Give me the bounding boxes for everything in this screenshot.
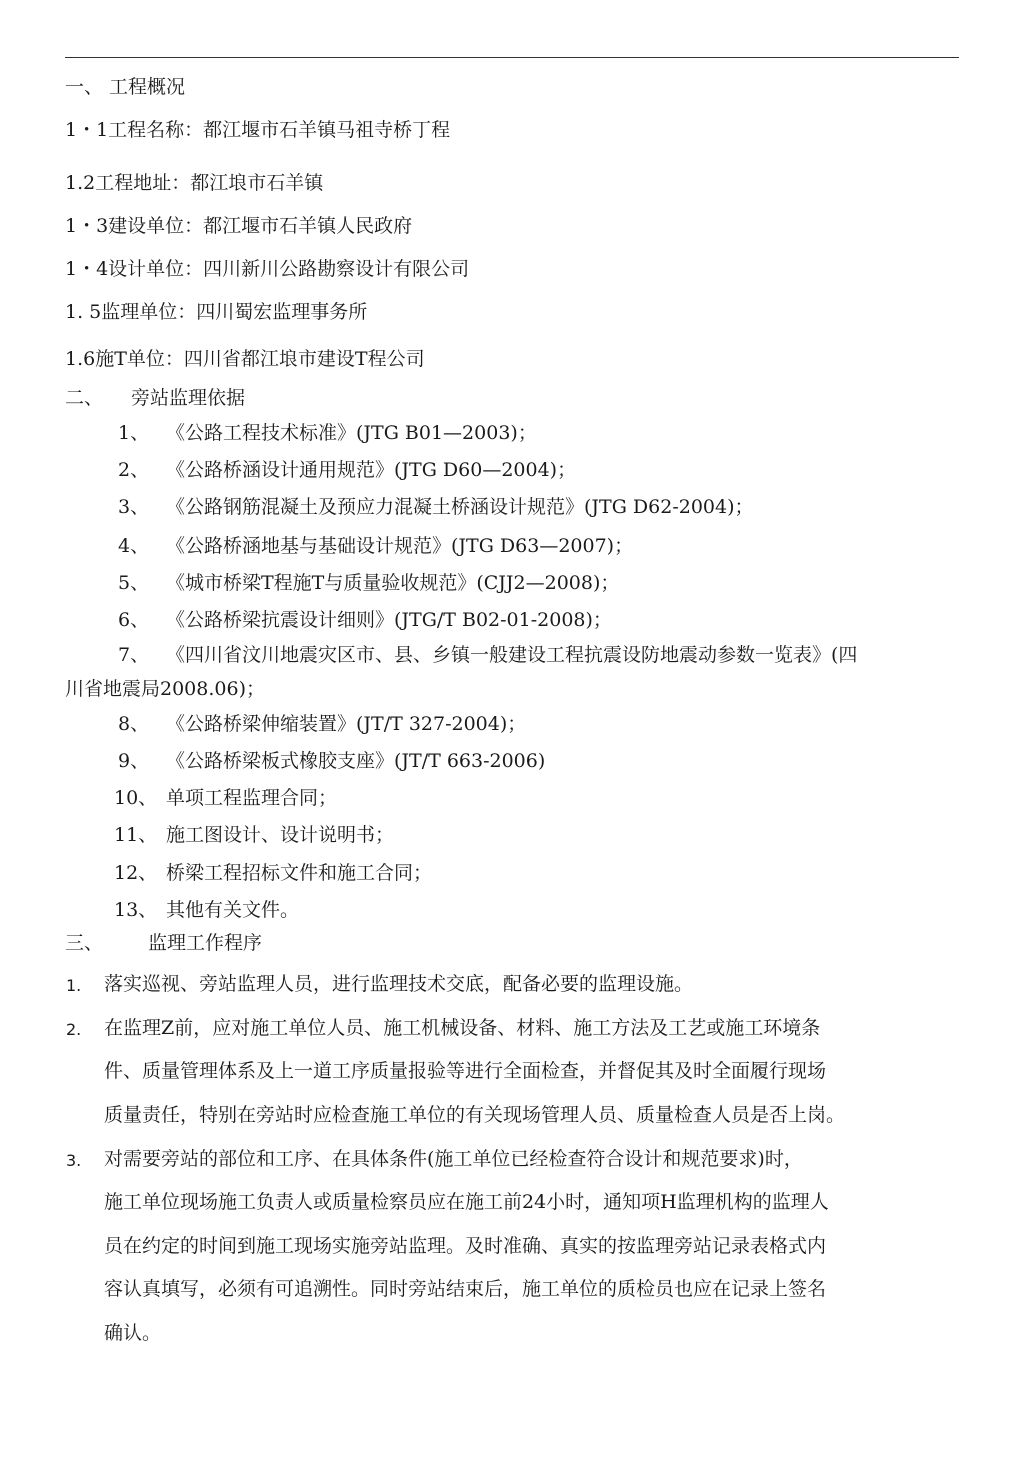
ref-text: 《公路工程技术标准》(JTG B01—2003)； [166, 422, 537, 444]
ref-num: 11、 [114, 824, 158, 846]
header-rule [65, 57, 959, 58]
step-num: 1. [66, 976, 82, 995]
ref-text: 《公路桥涵设计通用规范》(JTG D60—2004)； [166, 459, 577, 481]
project-name: 1・1工程名称：都江堰市石羊镇马祖寺桥丁程 [65, 119, 451, 141]
step-num: 3. [66, 1151, 82, 1170]
step-text: 确认。 [104, 1322, 162, 1344]
ref-text: 桥梁工程招标文件和施工合同； [166, 862, 433, 884]
ref-num: 7、 [118, 644, 150, 666]
contractor-unit: 1.6施T单位：四川省都江埌市建设T程公司 [65, 348, 425, 370]
ref-text: 《城市桥梁T程施T与质量验收规范》(CJJ2—2008)； [166, 572, 620, 594]
ref-text: 《公路桥梁板式橡胶支座》(JT/T 663-2006) [166, 750, 546, 772]
ref-text-continuation: 川省地震局2008.06)； [65, 678, 265, 700]
step-text: 件、质量管理体系及上一道工序质量报验等进行全面检查，并督促其及时全面履行现场 [104, 1060, 827, 1082]
step-text: 在监理Z前，应对施工单位人员、施工机械设备、材料、施工方法及工艺或施工环境条 [104, 1017, 821, 1039]
project-address: 1.2工程地址：都江埌市石羊镇 [65, 172, 324, 194]
step-num: 2. [66, 1020, 82, 1039]
step-text: 落实巡视、旁站监理人员，进行监理技术交底，配备必要的监理设施。 [104, 973, 694, 995]
step-text: 容认真填写，必须有可追溯性。同时旁站结束后，施工单位的质检员也应在记录上签名 [104, 1278, 827, 1300]
ref-text: 施工图设计、设计说明书； [166, 824, 395, 846]
ref-num: 10、 [114, 787, 158, 809]
section2-heading: 旁站监理依据 [131, 387, 246, 409]
ref-text: 《公路钢筋混凝土及预应力混凝土桥涵设计规范》(JTG D62-2004)； [166, 496, 754, 518]
ref-text: 其他有关文件。 [166, 899, 300, 921]
step-text: 施工单位现场施工负责人或质量检察员应在施工前24小时，通知项H监理机构的监理人 [104, 1191, 829, 1213]
ref-text: 《公路桥梁伸缩装置》(JT/T 327-2004)； [166, 713, 527, 735]
ref-text: 《四川省汶川地震灾区市、县、乡镇一般建设工程抗震设防地震动参数一览表》(四 [166, 644, 858, 666]
section3-heading: 监理工作程序 [148, 932, 263, 954]
ref-num: 1、 [118, 422, 150, 444]
ref-text: 单项工程监理合同； [166, 787, 338, 809]
design-unit: 1・4设计单位：四川新川公路勘察设计有限公司 [65, 258, 470, 280]
section2-heading-num: 二、 [65, 387, 104, 409]
ref-num: 9、 [118, 750, 150, 772]
ref-num: 4、 [118, 535, 150, 557]
supervision-unit: 1. 5监理单位：四川蜀宏监理事务所 [65, 301, 368, 323]
step-text: 对需要旁站的部位和工序、在具体条件(施工单位已经检查符合设计和规范要求)时， [104, 1148, 803, 1170]
ref-num: 12、 [114, 862, 158, 884]
section3-heading-num: 三、 [65, 932, 104, 954]
ref-num: 5、 [118, 572, 150, 594]
ref-num: 2、 [118, 459, 150, 481]
ref-num: 6、 [118, 609, 150, 631]
ref-num: 8、 [118, 713, 150, 735]
ref-text: 《公路桥梁抗震设计细则》(JTG/T B02-01-2008)； [166, 609, 612, 631]
ref-num: 13、 [114, 899, 158, 921]
ref-num: 3、 [118, 496, 150, 518]
ref-text: 《公路桥涵地基与基础设计规范》(JTG D63—2007)； [166, 535, 634, 557]
step-text: 质量责任，特别在旁站时应检查施工单位的有关现场管理人员、质量检查人员是否上岗。 [104, 1104, 846, 1126]
construction-unit: 1・3建设单位：都江堰市石羊镇人民政府 [65, 215, 413, 237]
section1-heading: 一、 工程概况 [65, 76, 186, 98]
step-text: 员在约定的时间到施工现场实施旁站监理。及时准确、真实的按监理旁站记录表格式内 [104, 1235, 827, 1257]
